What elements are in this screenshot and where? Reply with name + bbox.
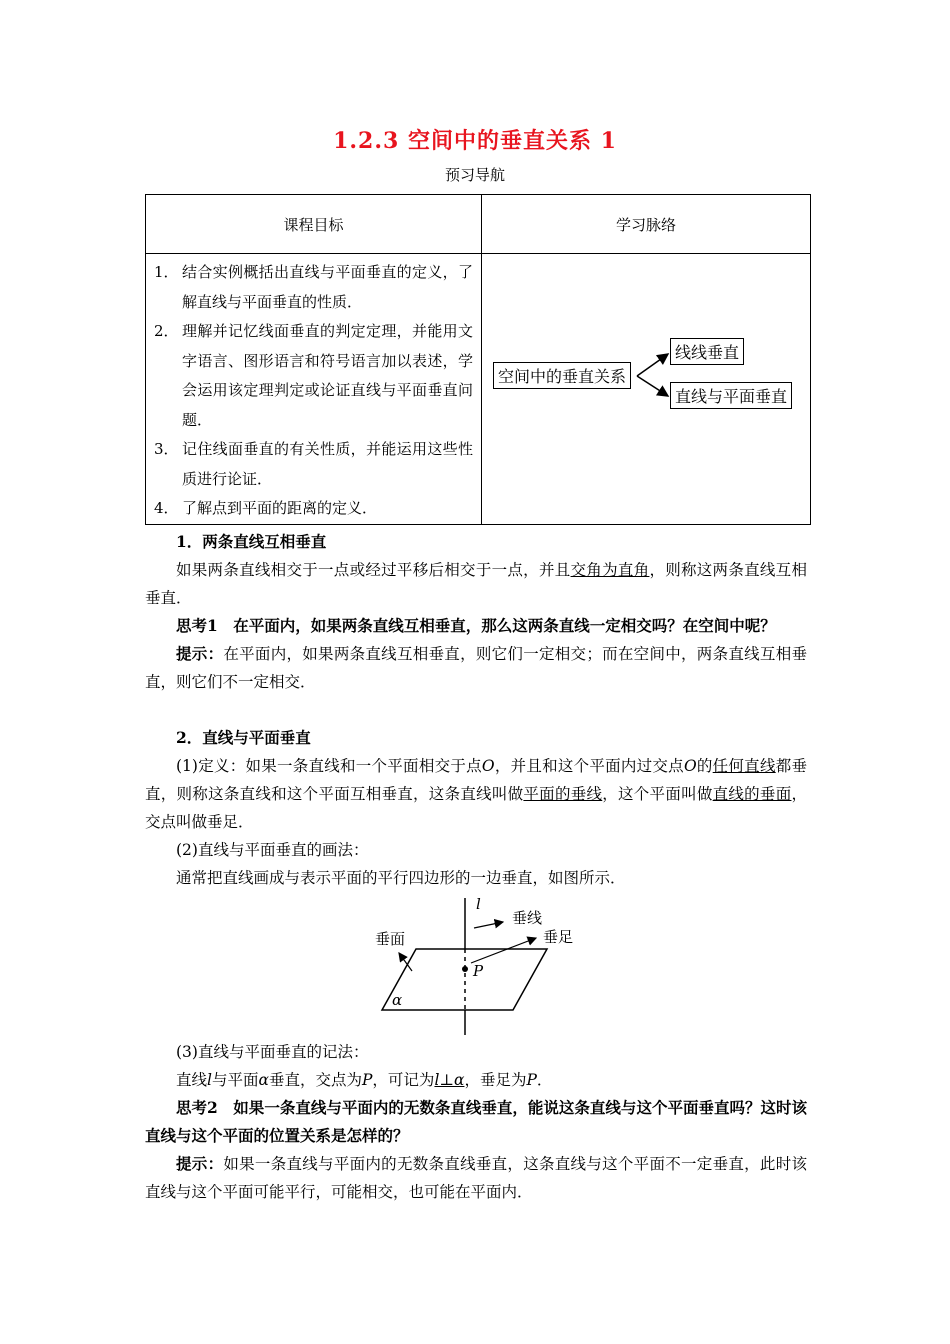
definition-paragraph: (1)定义：如果一条直线和一个平面相交于点O，并且和这个平面内过交点O的任何直线都垂直，则称这条直线和这个平面互相垂直，这条直线叫做平面的垂线，这个平面叫做直线的垂面，交点叫做垂足． [145, 757, 807, 831]
map-branch-line-line: 线线垂直 [670, 338, 744, 365]
think-1-hint: 提示：在平面内，如果两条直线互相垂直，则它们一定相交；而在空间中，两条直线互相垂直，则它们不一定相交． [145, 644, 807, 691]
drawing-method-title: (2)直线与平面垂直的画法： [176, 841, 369, 859]
page-title: 1.2.3 空间中的垂直关系 1 [333, 128, 617, 154]
map-branch-line-plane: 直线与平面垂直 [670, 382, 792, 409]
foot-pointer [471, 938, 536, 963]
think-1-question: 思考1 在平面内，如果两条直线互相垂直，那么这两条直线一定相交吗？在空间中呢？ [176, 616, 776, 635]
goal-item: 3． 记住线面垂直的有关性质，并能运用这些性质进行论证． [154, 440, 473, 488]
goal-item: 2． 理解并记忆线面垂直的判定定理，并能用文字语言、图形语言和符号语言加以表述，学会运用该定理判定或论证直线与平面垂直问题． [154, 322, 473, 429]
notation-title: (3)直线与平面垂直的记法： [176, 1043, 369, 1061]
think-2-question: 思考2 如果一条直线与平面内的无数条直线垂直，能说这条直线与这个平面垂直吗？这时该直线与这个平面的位置关系是怎样的？ [145, 1098, 807, 1145]
map-root-box: 空间中的垂直关系 [493, 362, 631, 389]
section-1-heading: 1．两条直线互相垂直 [176, 532, 327, 551]
goal-item: 1． 结合实例概括出直线与平面垂直的定义，了解直线与平面垂直的性质． [154, 263, 473, 311]
section-1 [145, 528, 807, 612]
label-foot: 垂足 [543, 928, 574, 946]
drawing-method-text: 通常把直线画成与表示平面的平行四边形的一边垂直，如图所示． [176, 869, 626, 887]
label-P: P [473, 962, 484, 980]
concept-map [482, 254, 810, 508]
think-1 [145, 612, 807, 696]
notation-text: 直线l与平面α垂直，交点为P，可记为l⊥α，垂足为P． [176, 1071, 553, 1089]
section-1-paragraph: 如果两条直线相交于一点或经过平移后相交于一点，并且交角为直角，则称这两条直线互相垂直． [145, 561, 807, 607]
perp-line-pointer [474, 922, 503, 928]
course-goals-cell [146, 254, 482, 525]
label-l: l [476, 895, 481, 913]
col-header-learning-context: 学习脉络 [482, 195, 811, 254]
col-header-course-goals: 课程目标 [146, 195, 482, 254]
preview-navigation-table [145, 194, 811, 525]
learning-context-cell [482, 254, 811, 525]
label-perp-line: 垂线 [512, 909, 543, 927]
foot-point [462, 966, 468, 972]
label-alpha: α [392, 991, 403, 1009]
goal-item: 4． 了解点到平面的距离的定义． [154, 499, 378, 517]
line-plane-perpendicular-figure [370, 893, 600, 1043]
think-2-hint: 提示：如果一条直线与平面内的无数条直线垂直，这条直线与这个平面不一定垂直，此时该直线与这个平面可能平行，可能相交，也可能在平面内． [145, 1154, 807, 1201]
section-2 [145, 724, 807, 892]
think-2 [145, 1094, 807, 1206]
section-subtitle: 预习导航 [444, 166, 505, 184]
label-perp-plane: 垂面 [375, 930, 406, 948]
section-2-heading: 2．直线与平面垂直 [176, 728, 311, 747]
arrow-to-line-line [637, 354, 668, 376]
arrow-to-line-plane [637, 376, 668, 396]
notation-section [145, 1038, 807, 1094]
